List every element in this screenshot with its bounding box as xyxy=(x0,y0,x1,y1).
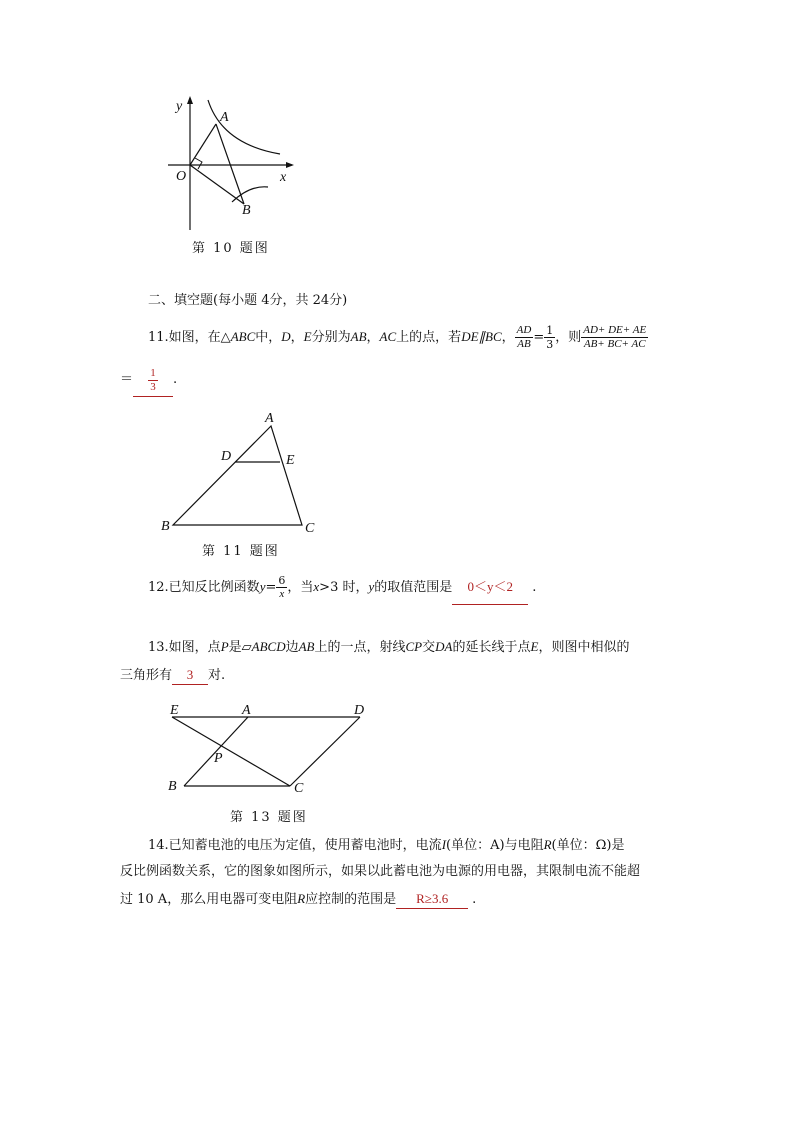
label-B: B xyxy=(168,779,177,794)
q11-sep2: ， xyxy=(366,330,380,345)
q12-cond: >3 时， xyxy=(319,580,369,595)
q11-mid3: 上的点，若 xyxy=(396,330,462,345)
q11-answer: $\frac{1}{3}$ xyxy=(133,362,173,397)
q14-answer: R≥3.6 xyxy=(396,890,468,909)
q14-r: R xyxy=(543,837,552,852)
q12-period: . xyxy=(532,580,537,595)
question-14-line-3: 过 10 A，那么用电器可变电阻R应控制的范围是 R≥3.6 . xyxy=(120,891,477,907)
q12-answer: 0＜y＜2 xyxy=(452,570,528,605)
y-axis-arrow xyxy=(187,96,193,104)
label-P: P xyxy=(214,751,223,766)
figure-10-diagram xyxy=(160,92,305,237)
label-C: C xyxy=(305,521,315,536)
q12-mid: ，当 xyxy=(287,580,314,595)
q11-eq2: ＝ xyxy=(120,372,134,387)
q11-one-third: $\frac{1}{3}$ xyxy=(546,324,554,351)
question-14-line-1: 14.已知蓄电池的电压为定值，使用蓄电池时，电流I(单位：A)与电阻R(单位：Ω)是 xyxy=(148,837,625,853)
q11-then: ，则 xyxy=(555,330,582,345)
q11-abc: ABC xyxy=(230,329,256,344)
label-E: E xyxy=(286,453,295,468)
question-11 xyxy=(148,320,648,355)
label-A: A xyxy=(220,110,229,125)
q11-mid1: 中， xyxy=(255,330,282,345)
label-y: y xyxy=(176,99,183,114)
q11-big-fraction: $\frac{AD+ DE+ AE}{AB+ BC+ AC}$ xyxy=(583,324,647,350)
figure-13-caption: 第 13 题图 xyxy=(230,810,308,825)
q14-i: I xyxy=(441,837,447,852)
segment-DC xyxy=(290,717,360,786)
question-14-line-2: 反比例函数关系，它的图象如图所示，如果以此蓄电池为电源的用电器，其限制电流不能超 xyxy=(120,864,641,879)
label-B: B xyxy=(161,519,170,534)
question-13-line-2: 三角形有 3 对. xyxy=(120,667,226,683)
q11-eq: = xyxy=(533,330,545,345)
figure-10-caption: 第 10 题图 xyxy=(192,241,270,256)
hyperbola-upper xyxy=(208,100,280,154)
q13-ab: AB xyxy=(298,639,315,654)
q11-mid2: 分别为 xyxy=(311,330,351,345)
q11-period: . xyxy=(173,372,178,387)
q12-fn-y: y xyxy=(259,579,266,594)
label-B: B xyxy=(242,203,251,218)
label-D: D xyxy=(221,449,232,464)
segment-OB xyxy=(190,165,244,204)
label-D: D xyxy=(354,703,365,718)
q12-fn-fraction: $\frac{6}{x}$ xyxy=(278,574,286,600)
segment-OA xyxy=(190,124,216,165)
q11-ac: AC xyxy=(379,329,397,344)
label-O: O xyxy=(176,169,187,184)
right-angle-mark xyxy=(195,158,202,169)
figure-11-caption: 第 11 题图 xyxy=(202,544,280,559)
q11-e: E xyxy=(303,329,312,344)
q12-suffix: 的取值范围是 xyxy=(374,580,453,595)
q11-sep3: ， xyxy=(501,330,515,345)
q11-ab: AB xyxy=(350,329,367,344)
q11-ratio-fraction: $\frac{AD}{AB}$ xyxy=(516,324,532,350)
segment-AB xyxy=(216,124,244,204)
label-A: A xyxy=(242,703,251,718)
q12-fn-eq: = xyxy=(265,580,277,595)
q13-cp: CP xyxy=(405,639,423,654)
question-12 xyxy=(148,570,536,605)
q12-prefix: 12.已知反比例函数 xyxy=(148,580,260,595)
q13-p: P xyxy=(220,639,229,654)
q13-da: DA xyxy=(435,639,453,654)
q12-cond-x: x xyxy=(313,579,320,594)
q11-prefix: 11.如图，在△ xyxy=(148,330,231,345)
q12-y: y xyxy=(368,579,375,594)
question-13-line-1: 13.如图，点P是▱ABCD边AB上的一点，射线CP交DA的延长线于点E，则图中相似的 xyxy=(148,639,630,655)
triangle-ABC xyxy=(173,426,302,525)
figure-11-diagram xyxy=(155,408,330,538)
q13-answer: 3 xyxy=(172,666,208,685)
q11-answer-line xyxy=(120,362,177,397)
figure-13-diagram xyxy=(160,700,375,800)
label-A: A xyxy=(265,411,274,426)
label-x: x xyxy=(280,170,287,185)
label-E: E xyxy=(170,703,179,718)
q11-parallel: DE∥BC xyxy=(461,329,502,344)
q14-r2: R xyxy=(297,891,306,906)
q11-sep1: ， xyxy=(290,330,304,345)
label-C: C xyxy=(294,781,304,796)
q13-abcd: ABCD xyxy=(251,639,286,654)
ray-EC xyxy=(172,717,290,786)
x-axis-arrow xyxy=(286,162,294,168)
section-title: 二、填空题(每小题 4分，共 24分) xyxy=(148,293,348,308)
q11-d: D xyxy=(281,329,291,344)
q13-e: E xyxy=(530,639,539,654)
